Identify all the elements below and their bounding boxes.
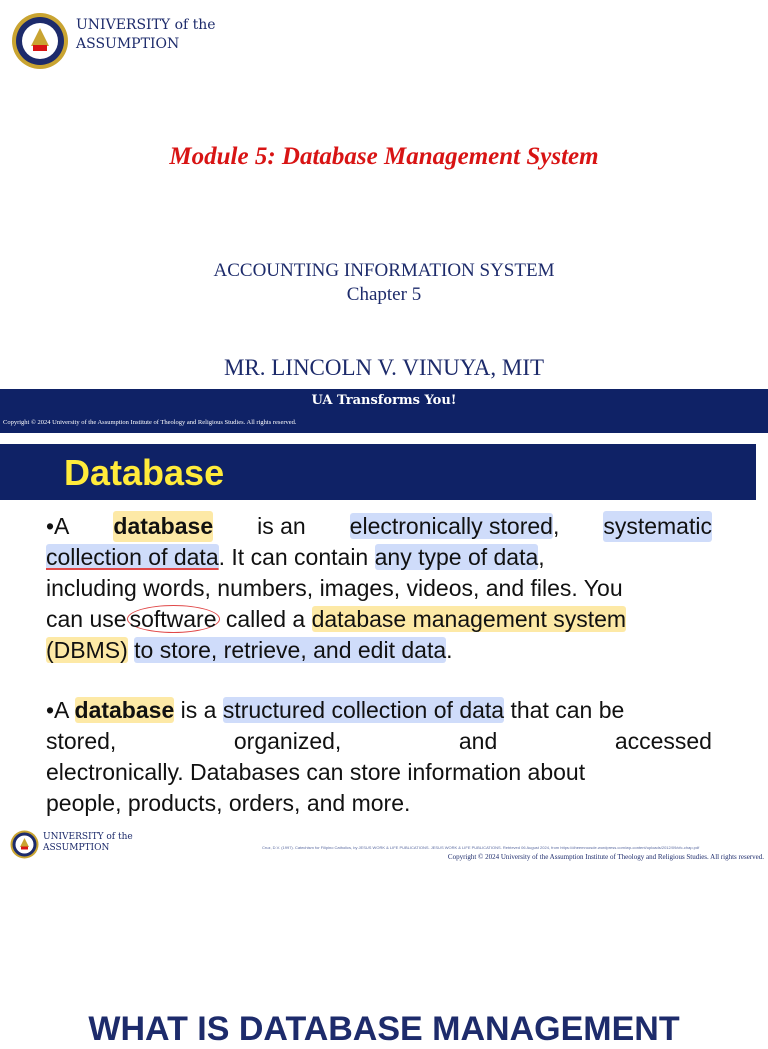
- paragraph-line: [46, 604, 712, 635]
- course-name: ACCOUNTING INFORMATION SYSTEM: [213, 260, 555, 281]
- university-name-line1: UNIVERSITY of the: [43, 832, 133, 842]
- paragraph-line: [46, 726, 712, 757]
- bullet: •A: [46, 697, 69, 723]
- copyright-notice: Copyright © 2024 University of the Assumption Institute of Theology and Religious Studies. All rights reserved.: [3, 419, 297, 426]
- word: stored,: [46, 728, 117, 754]
- punctuation: .: [446, 637, 453, 663]
- next-slide-title: WHAT IS DATABASE MANAGEMENT: [88, 1010, 680, 1048]
- module-title: Module 5: Database Management System: [169, 143, 599, 170]
- phrase-group: [350, 511, 560, 542]
- text-fragment: . It can contain: [218, 544, 369, 570]
- paragraph-line: including words, numbers, images, videos, and files. You: [46, 575, 623, 601]
- tagline: UA Transforms You!: [311, 393, 457, 408]
- university-name-line1: UNIVERSITY of the: [76, 17, 216, 33]
- copyright-notice: Copyright © 2024 University of the Assumption Institute of Theology and Religious Studies. All rights reserved.: [447, 853, 764, 861]
- highlight-phrase: to store, retrieve, and edit data: [134, 637, 447, 663]
- chapter-label: Chapter 5: [346, 284, 422, 305]
- word: organized,: [233, 728, 342, 754]
- university-seal-logo: [10, 830, 39, 859]
- citation: Cruz, D.V. (1997). Catechism for Filipino Catholics, by JESUS WORK & LIFE PUBLICATIONS. JESUS WORK & LIFE PUBLICATIONS. Retrieved 06 August 2024, from https://dheemroosde.wordpress.com/wp-content/uploads/2012/09/cfc-chap.pdf: [262, 845, 700, 850]
- term-database: database: [74, 697, 175, 723]
- text-fragment: called a: [225, 606, 306, 632]
- punctuation: ,: [552, 513, 560, 539]
- highlight-phrase: electronically stored: [349, 513, 553, 539]
- university-name: [43, 832, 133, 854]
- highlight-abbr: (DBMS): [46, 637, 128, 663]
- text-fragment: can use: [46, 606, 127, 632]
- word: and: [458, 728, 498, 754]
- term-database: database: [113, 511, 213, 542]
- circled-word: software: [127, 605, 220, 633]
- paragraph-line: people, products, orders, and more.: [46, 790, 411, 816]
- highlight-phrase: database management system: [311, 606, 627, 632]
- highlight-word: systematic: [603, 511, 712, 542]
- university-seal-logo: [11, 12, 69, 70]
- highlight-phrase: structured collection of data: [222, 697, 505, 723]
- presenter-name: MR. LINCOLN V. VINUYA, MIT: [223, 355, 545, 380]
- university-name: [76, 16, 216, 54]
- punctuation: ,: [538, 544, 545, 570]
- paragraph-line: [46, 511, 712, 542]
- word: accessed: [614, 728, 712, 754]
- paragraph-line: [46, 635, 712, 666]
- university-name-line2: ASSUMPTION: [43, 843, 110, 853]
- text-fragment: is a: [180, 697, 217, 723]
- text-fragment: is an: [257, 513, 306, 539]
- bullet: •A: [46, 513, 70, 539]
- paragraph-line: [46, 542, 712, 573]
- course-heading: [0, 259, 768, 307]
- paragraph-line: electronically. Databases can store information about: [46, 759, 586, 785]
- paragraph-line: [46, 695, 712, 726]
- text-fragment: that can be: [510, 697, 625, 723]
- underlined-phrase: collection of data: [46, 544, 219, 570]
- university-name-line2: ASSUMPTION: [76, 36, 180, 52]
- slide-title: Database: [64, 452, 225, 493]
- highlight-phrase: any type of data: [374, 544, 539, 570]
